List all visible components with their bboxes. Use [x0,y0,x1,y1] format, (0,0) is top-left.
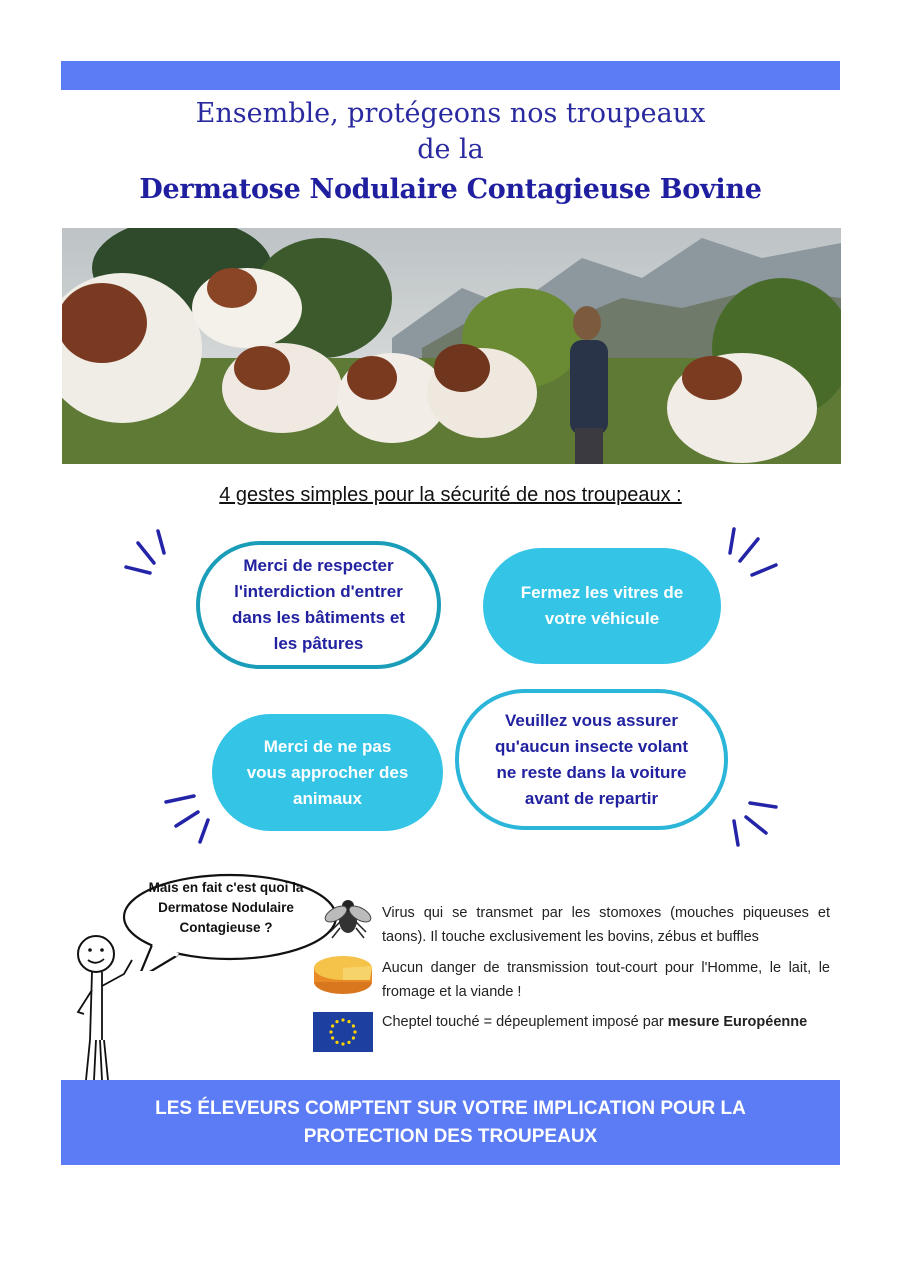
speech-bubble-text: Mais en fait c'est quoi la Dermatose Nodulaire Contagieuse ? [148,880,304,935]
cheese-icon [312,952,374,996]
title-line-1: Ensemble, protégeons nos troupeaux [195,98,706,129]
gesture-bubble-4: Veuillez vous assurer qu'aucun insecte volant ne reste dans la voiture avant de repartir [455,689,728,830]
cows-photo [62,228,841,464]
fly-icon [322,892,374,942]
emphasis-strokes-icon [160,792,220,847]
info-text-eu-bold: mesure Européenne [667,1014,808,1030]
info-text-eu-measure [382,1010,830,1034]
info-text-eu-normal: Cheptel touché = dépeuplement imposé par [382,1014,668,1030]
title-line-2: de la [417,134,484,165]
gesture-bubble-1: Merci de respecter l'interdiction d'entrer dans les bâtiments et les pâtures [196,541,441,669]
info-text-virus: Virus qui se transmet par les stomoxes (mouches piqueuses et taons). Il touche exclusivement les bovins, zébus et buffles [382,905,830,945]
eu-flag-icon [313,1012,373,1052]
title-line-3: Dermatose Nodulaire Contagieuse Bovine [139,174,762,205]
info-text-no-danger: Aucun danger de transmission tout-court pour l'Homme, le lait, le fromage et la viande ! [382,960,830,1000]
subtitle: 4 gestes simples pour la sécurité de nos troupeaux : [219,484,682,506]
gesture-bubble-3: Merci de ne pas vous approcher des animaux [212,714,443,831]
emphasis-strokes-icon [724,525,784,580]
top-color-bar [61,61,840,90]
emphasis-strokes-icon [722,795,782,850]
footer-banner: LES ÉLEVEURS COMPTENT SUR VOTRE IMPLICATION POUR LA PROTECTION DES TROUPEAUX [61,1080,840,1165]
stick-figure-icon [66,930,166,1080]
emphasis-strokes-icon [120,525,180,580]
gesture-bubble-2: Fermez les vitres de votre véhicule [483,548,721,664]
